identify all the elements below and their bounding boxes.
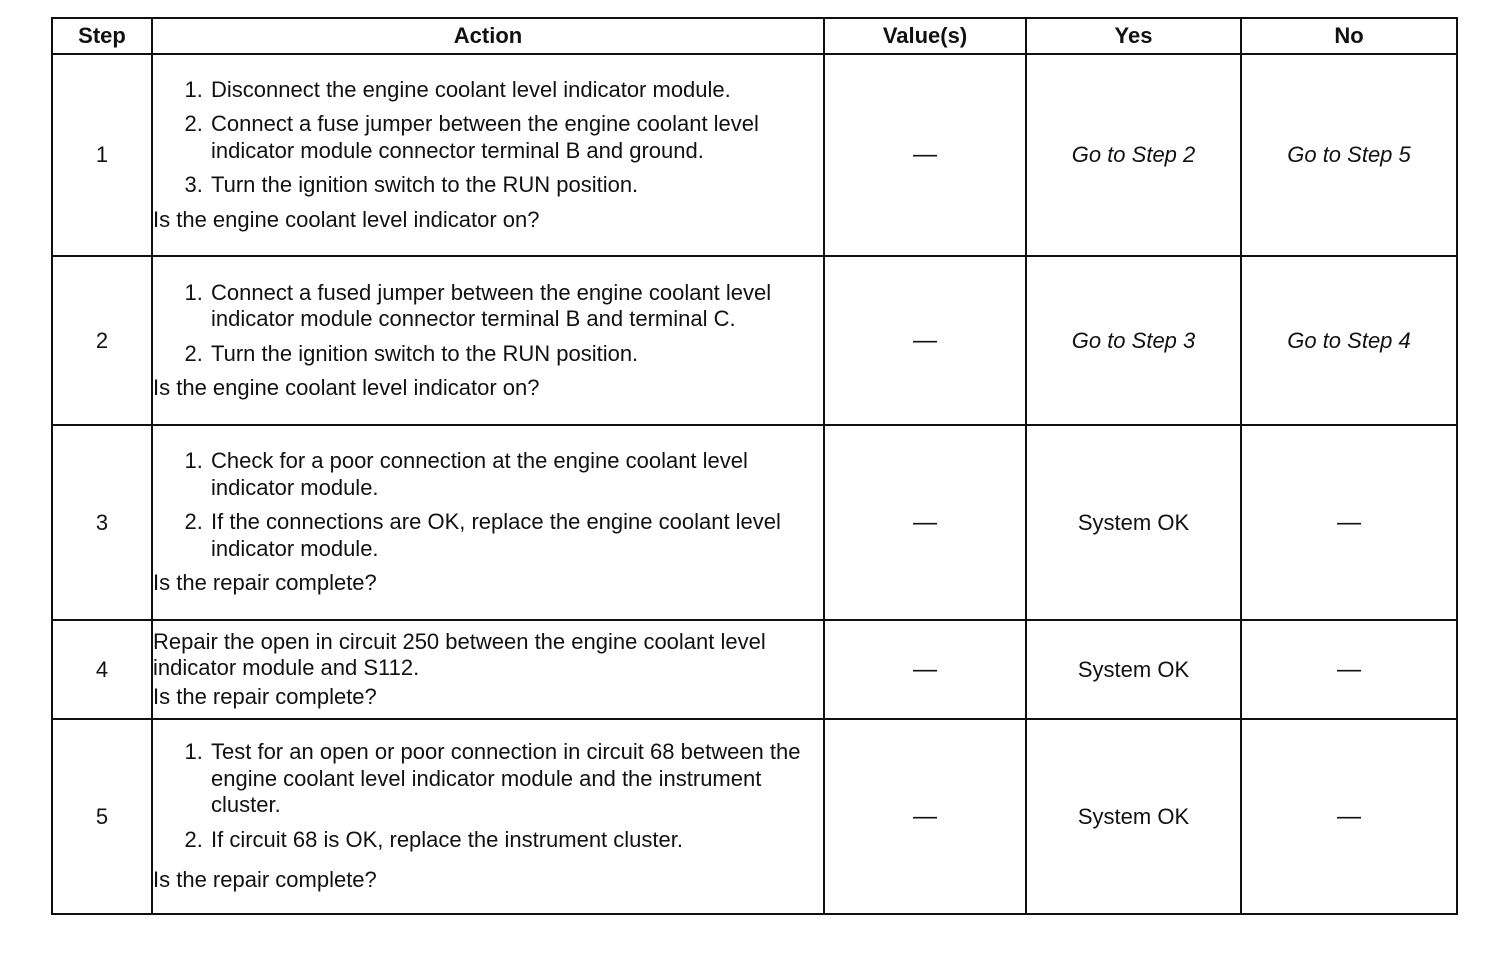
header-no: No [1241, 18, 1457, 54]
action-item: 1. Disconnect the engine coolant level indicator module. [209, 77, 823, 104]
action-list [153, 77, 823, 199]
yes-result: Go to Step 3 [1026, 256, 1241, 425]
action-cell [152, 719, 824, 914]
yes-result: System OK [1026, 719, 1241, 914]
action-question: Is the engine coolant level indicator on? [153, 375, 540, 400]
action-item: 2. Connect a fuse jumper between the engine coolant level indicator module connector terminal B and ground. [209, 111, 823, 164]
action-cell [152, 54, 824, 256]
action-question: Is the repair complete? [153, 867, 377, 893]
action-item: 2. If the connections are OK, replace the engine coolant level indicator module. [209, 509, 823, 562]
no-result: — [1241, 620, 1457, 719]
header-row [52, 18, 1457, 54]
action-cell [152, 620, 824, 719]
value-cell: — [824, 719, 1026, 914]
action-item: 3. Turn the ignition switch to the RUN position. [209, 172, 823, 199]
action-item: 1. Check for a poor connection at the engine coolant level indicator module. [209, 448, 823, 501]
action-item: 2. Turn the ignition switch to the RUN position. [209, 341, 823, 368]
action-item: 1. Connect a fused jumper between the engine coolant level indicator module connector terminal B and terminal C. [209, 280, 823, 333]
no-result: Go to Step 5 [1241, 54, 1457, 256]
table-row [52, 256, 1457, 425]
step-number: 1 [52, 54, 152, 256]
header-values: Value(s) [824, 18, 1026, 54]
header-action: Action [152, 18, 824, 54]
action-list [153, 448, 823, 562]
table-row [52, 620, 1457, 719]
yes-result: System OK [1026, 425, 1241, 620]
table-row [52, 54, 1457, 256]
action-question: Is the engine coolant level indicator on? [153, 206, 540, 232]
header-yes: Yes [1026, 18, 1241, 54]
step-number: 5 [52, 719, 152, 914]
no-result: — [1241, 719, 1457, 914]
action-cell [152, 425, 824, 620]
action-question: Is the repair complete? [153, 570, 377, 596]
yes-result: System OK [1026, 620, 1241, 719]
value-cell: — [824, 425, 1026, 620]
diagnostic-table [51, 17, 1458, 915]
header-step: Step [52, 18, 152, 54]
yes-result: Go to Step 2 [1026, 54, 1241, 256]
table-row [52, 719, 1457, 914]
action-list [153, 280, 823, 368]
no-result: Go to Step 4 [1241, 256, 1457, 425]
value-cell: — [824, 256, 1026, 425]
step-number: 4 [52, 620, 152, 719]
action-item: 2. If circuit 68 is OK, replace the instrument cluster. [209, 827, 823, 854]
action-question: Is the repair complete? [153, 683, 377, 709]
no-result: — [1241, 425, 1457, 620]
action-item: 1. Test for an open or poor connection in circuit 68 between the engine coolant level indicator module and the instrument cluster. [209, 739, 823, 819]
value-cell: — [824, 54, 1026, 256]
value-cell: — [824, 620, 1026, 719]
step-number: 3 [52, 425, 152, 620]
action-list [153, 739, 823, 853]
step-number: 2 [52, 256, 152, 425]
action-cell [152, 256, 824, 425]
action-text: Repair the open in circuit 250 between the engine coolant level indicator module and S112. [153, 628, 766, 681]
table-row [52, 425, 1457, 620]
